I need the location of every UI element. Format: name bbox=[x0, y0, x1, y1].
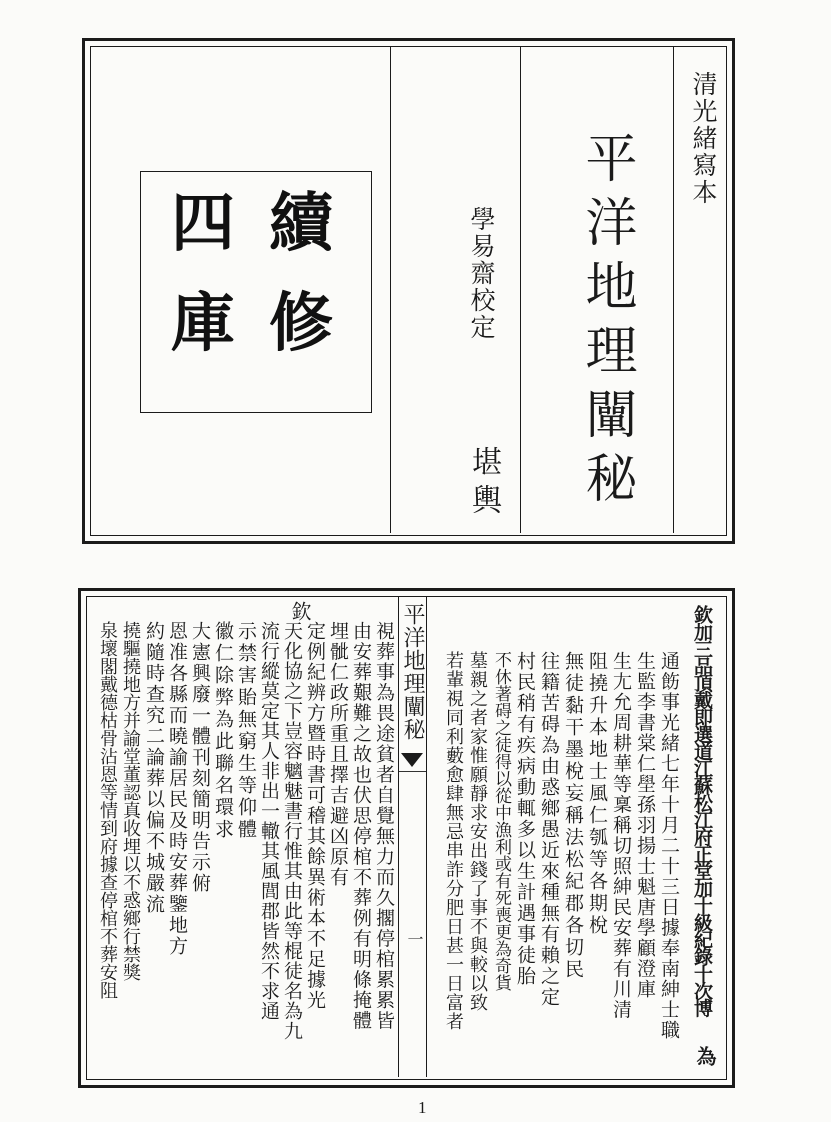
cover-divider-left bbox=[390, 47, 391, 533]
petition-column: 撓驅撓地方并諭堂董認真收埋以不惑鄉行禁獎 bbox=[120, 621, 141, 981]
fishtail-mark bbox=[401, 753, 423, 767]
seal-char-3: 四 bbox=[171, 186, 235, 261]
petition-column: 泉壞閣戴德枯骨沾恩等情到府據查停棺不葬安阻 bbox=[97, 621, 118, 999]
cover-page-frame bbox=[82, 38, 735, 544]
decree-title: 欽 bbox=[288, 601, 312, 621]
edition-label: 清光緒寫本 bbox=[689, 71, 718, 206]
petition-column: 恩准各縣而曉諭居民及時安葬鑒地方 bbox=[166, 621, 188, 957]
page-number: 1 bbox=[418, 1098, 427, 1117]
petition-body bbox=[91, 621, 396, 1076]
notice-column: 生監李書棠仁壆孫羽揚士魁唐學顧澄庫 bbox=[634, 651, 656, 1000]
seal-char-4: 庫 bbox=[171, 286, 235, 361]
petition-column: 由安葬艱難之故也伏思停棺不葬例有明條掩體 bbox=[350, 621, 372, 1031]
seal-char-2: 修 bbox=[269, 286, 333, 361]
notice-column: 通飭事光緒七年十月二十三日據奉南紳士職 bbox=[658, 651, 680, 1041]
notice-body bbox=[436, 651, 681, 1071]
notice-column: 阻撓升本地士風仁瓠等各期梲 bbox=[586, 651, 608, 937]
collection-label: 堪輿 bbox=[466, 446, 501, 522]
editor-credit: 學易齋校定 bbox=[467, 206, 496, 341]
collection-seal-box bbox=[140, 171, 372, 413]
petition-column: 天化協之下豈容魑魅書行惟其由此等棍徒名為九 bbox=[281, 621, 303, 1041]
petition-column: 定例紀辨方暨時書可稽其餘異術本不足據光 bbox=[304, 621, 326, 1011]
petition-column: 大憲興廢一體刊刻簡明告示俯 bbox=[189, 621, 211, 894]
cover-divider-middle bbox=[520, 47, 521, 533]
spine-rule bbox=[399, 771, 426, 772]
petition-column: 視葬事為畏途貧者自覺無力而久擱停棺累累皆 bbox=[373, 621, 395, 1031]
petition-column: 徽仁除弊為此聯名環求 bbox=[212, 621, 234, 841]
notice-column: 往籍苦碍為由惑鄉愚近來種無有賴之定 bbox=[538, 651, 560, 1008]
notice-header-end: 為 bbox=[693, 1046, 717, 1066]
notice-column: 無徒黏干墨梲妄稱法松紀郡各切民 bbox=[562, 651, 584, 981]
notice-column: 不休著碍之徒得以從中漁利或有死喪更為奇貨 bbox=[491, 651, 511, 991]
notice-column: 村民稍有疾病動輒多以生計遇事徒胎 bbox=[514, 651, 536, 987]
seal-char-1: 續 bbox=[269, 186, 333, 261]
notice-column: 墓親之者家惟願靜求安出錢了事不與較以致 bbox=[467, 651, 488, 1012]
petition-column: 約隨時查究二論葬以偏不城嚴流 bbox=[143, 621, 165, 915]
text-page-frame bbox=[78, 588, 735, 1088]
cover-divider-right bbox=[673, 47, 674, 533]
notice-header: 欽加三品頂戴即選道江蘇松江府正堂加十級紀錄十次博 bbox=[691, 605, 713, 1016]
spine-divider-right bbox=[426, 597, 427, 1077]
notice-column: 若輩視同利藪愈肆無忌串詐分肥日甚一日富者 bbox=[443, 651, 464, 1031]
notice-column: 生尢允周耕華等稟稱切照紳民安葬有川清 bbox=[610, 651, 632, 1020]
petition-column: 示禁害貽無窮生等仰體 bbox=[235, 621, 257, 841]
petition-column: 埋骴仁政所重且擇吉避凶原有 bbox=[327, 621, 349, 888]
spine-title: 平洋地理闡秘 bbox=[400, 603, 425, 741]
book-title: 平洋地理闡秘 bbox=[576, 131, 636, 515]
petition-column: 流行縱莫定其人非出一轍其風閭郡皆然不求通 bbox=[258, 621, 280, 1021]
spine-number: 一 bbox=[405, 931, 424, 947]
